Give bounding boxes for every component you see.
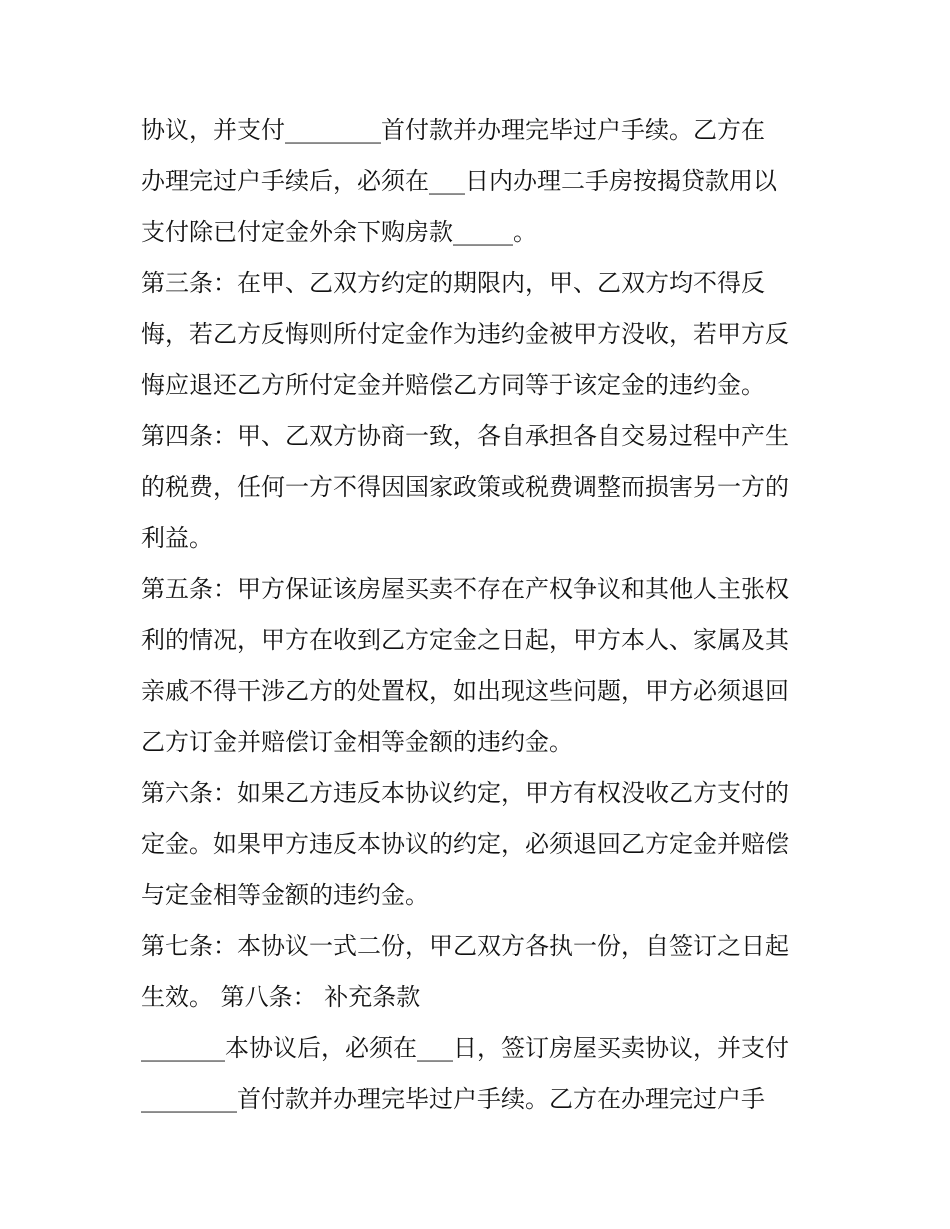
- text-line: 第三条：在甲、乙双方约定的期限内，甲、乙双方均不得反: [141, 269, 765, 297]
- text-line: 第七条：本协议一式二份，甲乙双方各执一份，自签订之日起: [141, 932, 789, 960]
- text-line: 生效。 第八条： 补充条款: [141, 983, 421, 1011]
- text-line: 协议，并支付________首付款并办理完毕过户手续。乙方在: [141, 116, 765, 144]
- text-line: 乙方订金并赔偿订金相等金额的违约金。: [141, 728, 573, 756]
- text-line: 第五条：甲方保证该房屋买卖不存在产权争议和其他人主张权: [141, 575, 789, 603]
- text-line: 悔，若乙方反悔则所付定金作为违约金被甲方没收，若甲方反: [141, 320, 789, 348]
- text-line: _______本协议后，必须在___日，签订房屋买卖协议，并支付: [141, 1034, 789, 1062]
- text-line: 定金。如果甲方违反本协议的约定，必须退回乙方定金并赔偿: [141, 830, 789, 858]
- text-line: 利益。: [141, 524, 213, 552]
- text-line: 悔应退还乙方所付定金并赔偿乙方同等于该定金的违约金。: [141, 371, 765, 399]
- text-line: 办理完过户手续后，必须在___日内办理二手房按揭贷款用以: [141, 167, 777, 195]
- text-line: 第四条：甲、乙双方协商一致，各自承担各自交易过程中产生: [141, 422, 789, 450]
- text-line: 亲戚不得干涉乙方的处置权，如出现这些问题，甲方必须退回: [141, 677, 789, 705]
- text-line: 支付除已付定金外余下购房款_____。: [141, 218, 537, 246]
- contract-text: [141, 105, 821, 1125]
- text-line: 与定金相等金额的违约金。: [141, 881, 429, 909]
- text-line: 第六条：如果乙方违反本协议约定，甲方有权没收乙方支付的: [141, 779, 789, 807]
- text-line: 的税费，任何一方不得因国家政策或税费调整而损害另一方的: [141, 473, 789, 501]
- text-line: ________首付款并办理完毕过户手续。乙方在办理完过户手: [141, 1085, 765, 1113]
- text-line: 利的情况，甲方在收到乙方定金之日起，甲方本人、家属及其: [141, 626, 789, 654]
